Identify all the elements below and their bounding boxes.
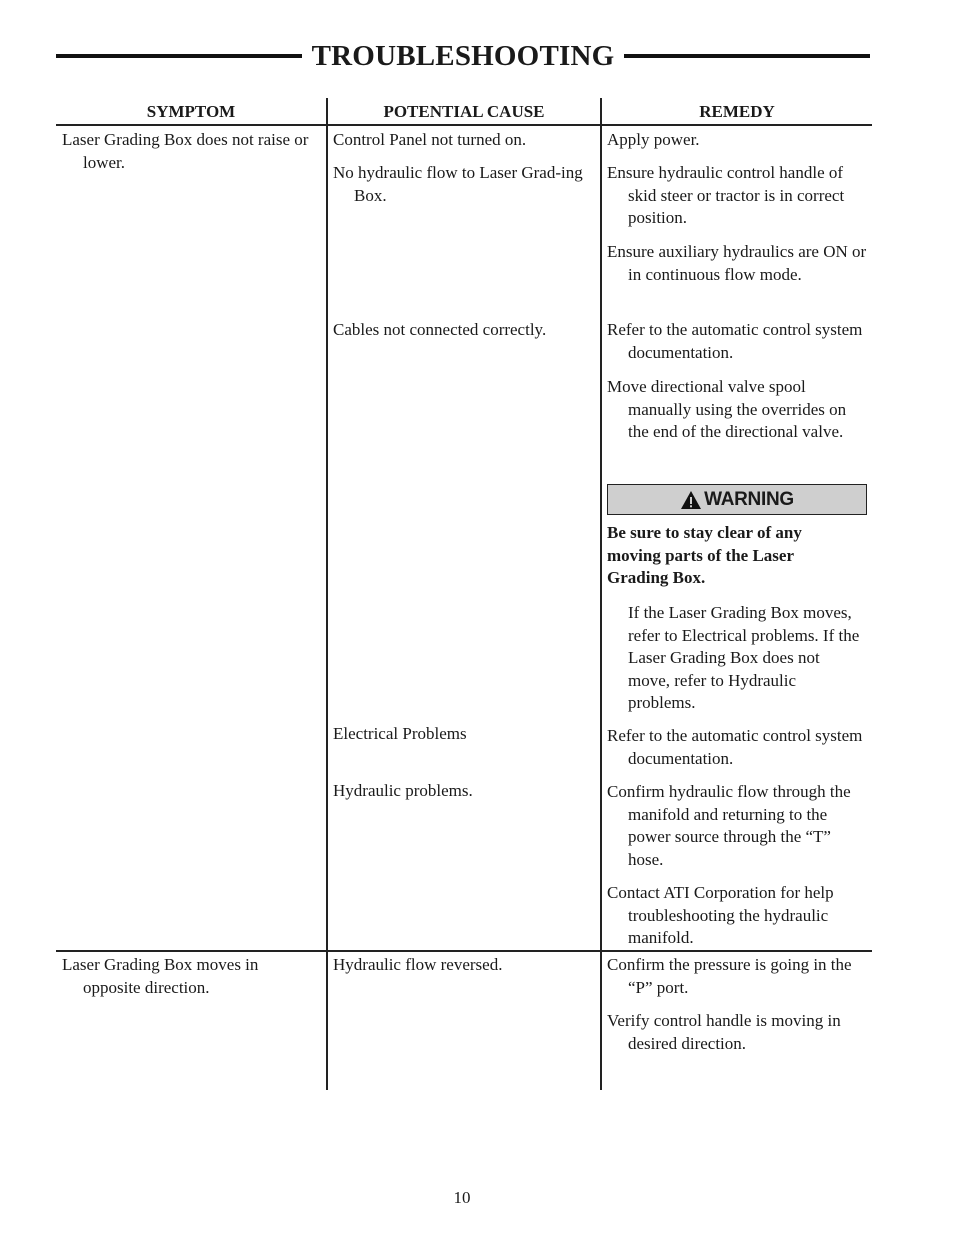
column-divider-1 <box>326 98 328 1090</box>
header-potential-cause: POTENTIAL CAUSE <box>383 102 545 121</box>
row-divider <box>56 950 872 952</box>
cause-1: Control Panel not turned on. <box>333 130 527 149</box>
warning-banner <box>607 484 867 515</box>
header-remedy: REMEDY <box>699 102 775 121</box>
remedy-4: Refer to the automatic control system documentation. <box>607 320 863 362</box>
page-title: TROUBLESHOOTING <box>311 40 615 72</box>
warning-triangle-icon <box>680 490 702 510</box>
symptom-1: Laser Grading Box does not raise or lower. <box>62 130 309 172</box>
remedy-9: Contact ATI Corporation for help troubleshooting the hydraulic manifold. <box>607 883 834 948</box>
remedy-8: Confirm hydraulic flow through the manifold and returning to the power source through the “T” hose. <box>607 782 851 869</box>
warning-text: Be sure to stay clear of any moving parts of the Laser Grading Box. <box>607 523 802 588</box>
remedy-7: Refer to the automatic control system documentation. <box>607 726 863 768</box>
symptom-2: Laser Grading Box moves in opposite direction. <box>62 955 259 997</box>
warning-label: WARNING <box>704 488 794 510</box>
remedy-3: Ensure auxiliary hydraulics are ON or in continuous flow mode. <box>607 242 867 284</box>
title-rule-right <box>624 54 870 58</box>
remedy-11: Verify control handle is moving in desired direction. <box>607 1011 841 1053</box>
remedy-1: Apply power. <box>607 130 700 149</box>
page-number: 10 <box>453 1188 471 1207</box>
cause-2: No hydraulic flow to Laser Grad-ing Box. <box>333 163 583 205</box>
remedy-6: If the Laser Grading Box moves, refer to Electrical problems. If the Laser Grading Box does not move, refer to Hydraulic problems. <box>628 603 860 713</box>
cause-5: Hydraulic problems. <box>333 781 473 800</box>
header-symptom: SYMPTOM <box>146 102 236 121</box>
title-rule-left <box>56 54 302 58</box>
cause-6: Hydraulic flow reversed. <box>333 955 503 974</box>
remedy-10: Confirm the pressure is going in the “P” port. <box>607 955 852 997</box>
remedy-5: Move directional valve spool manually using the overrides on the end of the directional valve. <box>607 377 847 442</box>
cause-4: Electrical Problems <box>333 724 467 743</box>
column-divider-2 <box>600 98 602 1090</box>
cause-3: Cables not connected correctly. <box>333 320 547 339</box>
header-rule <box>56 124 872 126</box>
remedy-2: Ensure hydraulic control handle of skid steer or tractor is in correct position. <box>607 163 845 228</box>
